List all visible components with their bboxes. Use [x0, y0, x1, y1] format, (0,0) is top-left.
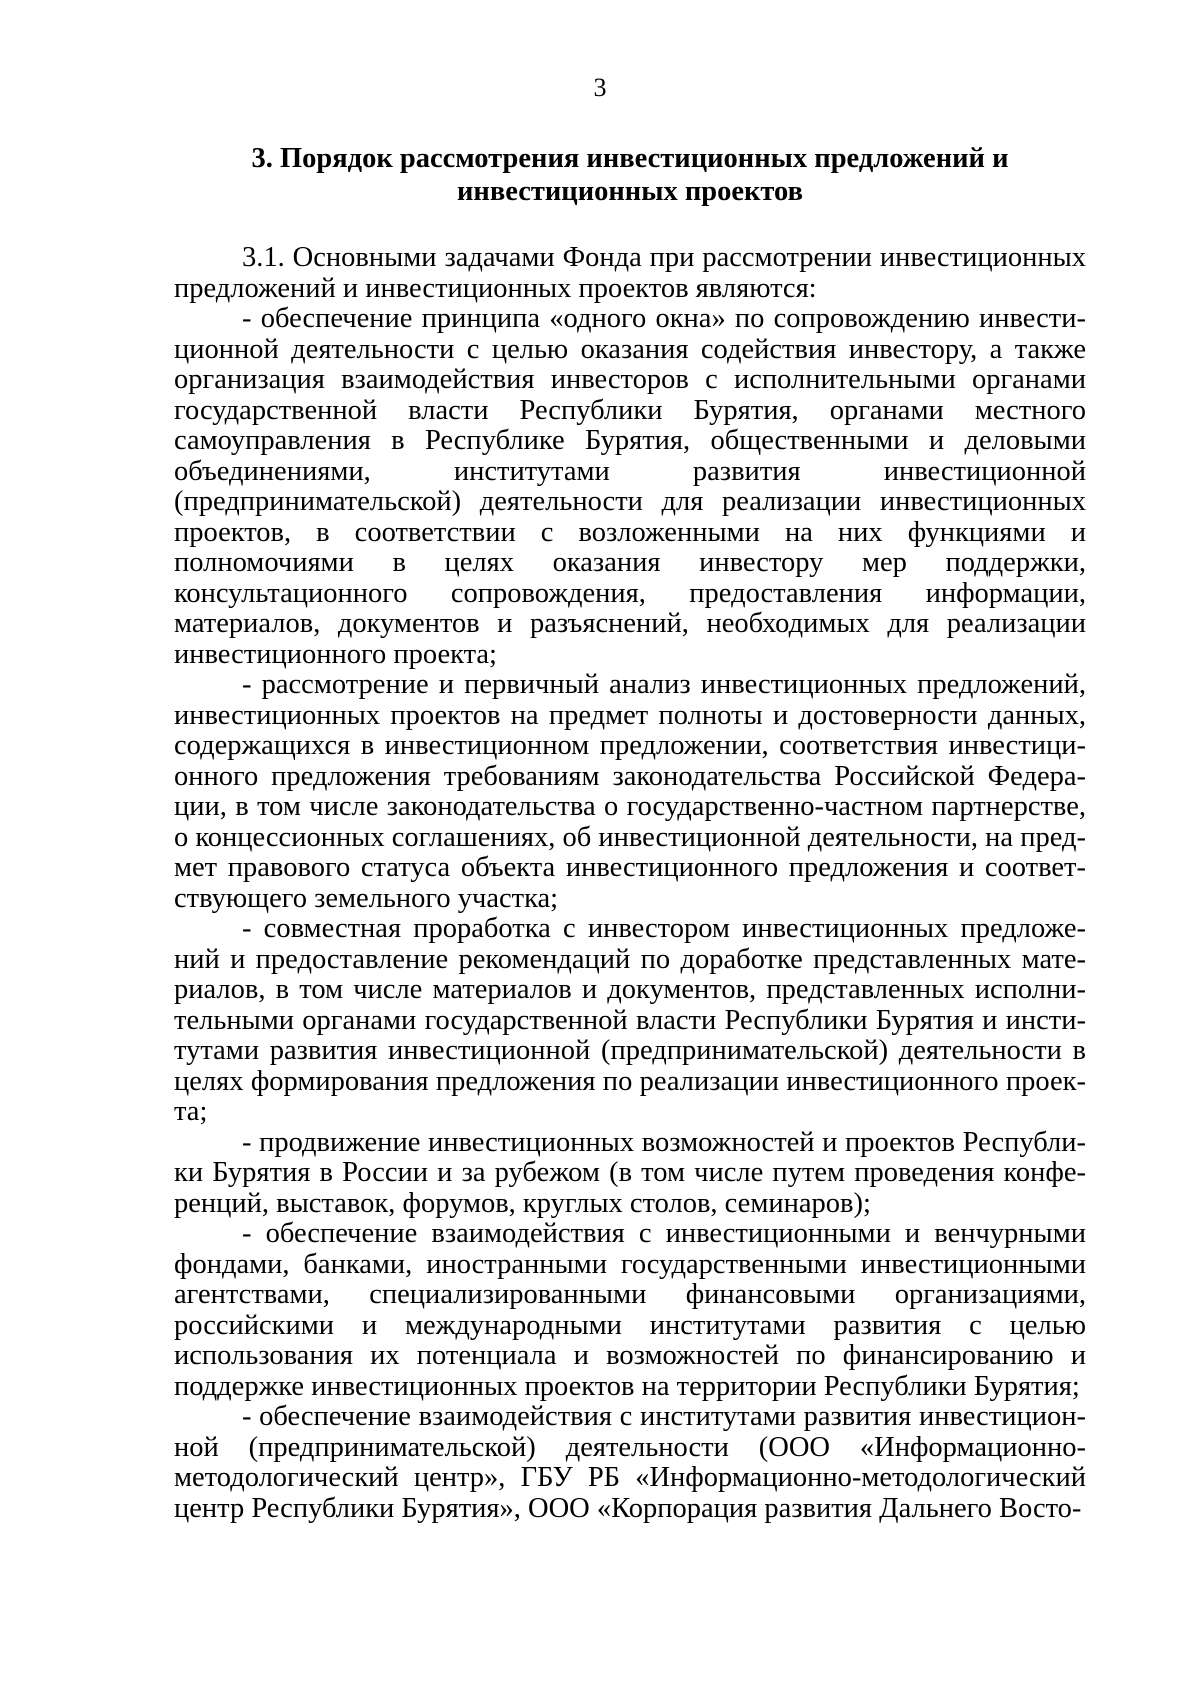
- paragraph-3-1-intro: 3.1. Основными задачами Фонда при рассмотрении инвестиционных предложений и инвестиционных проектов являются:: [174, 242, 1086, 304]
- paragraph-funds-interaction: - обеспечение взаимодействия с инвестиционными и венчурными фондами, банками, иностранными государственными инвестиционными агентствами, специализированными финансовыми организациями, российскими и международными институтами развития с целью использования их потенциала и возможностей по финансированию и поддержке инвестиционных проектов на территории Республики Бурятия;: [174, 1218, 1086, 1402]
- section-title-line-2: инвестиционных проектов: [456, 176, 803, 207]
- page-number: 3: [593, 73, 607, 102]
- document-body: [174, 243, 1086, 1524]
- section-title: [176, 142, 1084, 208]
- paragraph-review-analysis: - рассмотрение и первичный анализ инвестиционных предложений, инвестиционных проектов на предмет полноты и достоверности данных, содержащихся в инвестиционном предложении, соответствия инвестиционного предложения требованиям законодательства Российской Федерации, в том числе законодательства о государственно-частном партнерстве, о концессионных соглашениях, об инвестиционной деятельности, на предмет правового статуса объекта инвестиционного предложения и соответствующего земельного участка;: [174, 669, 1086, 914]
- paragraph-one-window: - обеспечение принципа «одного окна» по сопровождению инвестиционной деятельности с целью оказания содействия инвестору, а также организация взаимодействия инвесторов с исполнительными органами государственной власти Республики Бурятия, органами местного самоуправления в Республике Бурятия, общественными и деловыми объединениями, институтами развития инвестиционной (предпринимательской) деятельности для реализации инвестиционных проектов, в соответствии с возложенными на них функциями и полномочиями в целях оказания инвестору мер поддержки, консультационного сопровождения, предоставления информации, материалов, документов и разъяснений, необходимых для реализации инвестиционного проекта;: [174, 303, 1086, 670]
- paragraph-institutes-interaction: - обеспечение взаимодействия с институтами развития инвестиционной (предпринимательской) деятельности (ООО «Информационно-методологический центр», ГБУ РБ «Информационно-методологический центр Республики Бурятия», ООО «Корпорация развития Дальнего Восто-: [174, 1401, 1086, 1524]
- section-title-line-1: 3. Порядок рассмотрения инвестиционных предложений и: [251, 143, 1009, 174]
- paragraph-promotion: - продвижение инвестиционных возможностей и проектов Республики Бурятия в России и за рубежом (в том числе путем проведения конференций, выставок, форумов, круглых столов, семинаров);: [174, 1126, 1086, 1219]
- paragraph-joint-elaboration: - совместная проработка с инвестором инвестиционных предложений и предоставление рекомендаций по доработке представленных материалов, в том числе материалов и документов, представленных исполнительными органами государственной власти Республики Бурятия и институтами развития инвестиционной (предпринимательской) деятельности в целях формирования предложения по реализации инвестиционного проекта;: [174, 913, 1086, 1127]
